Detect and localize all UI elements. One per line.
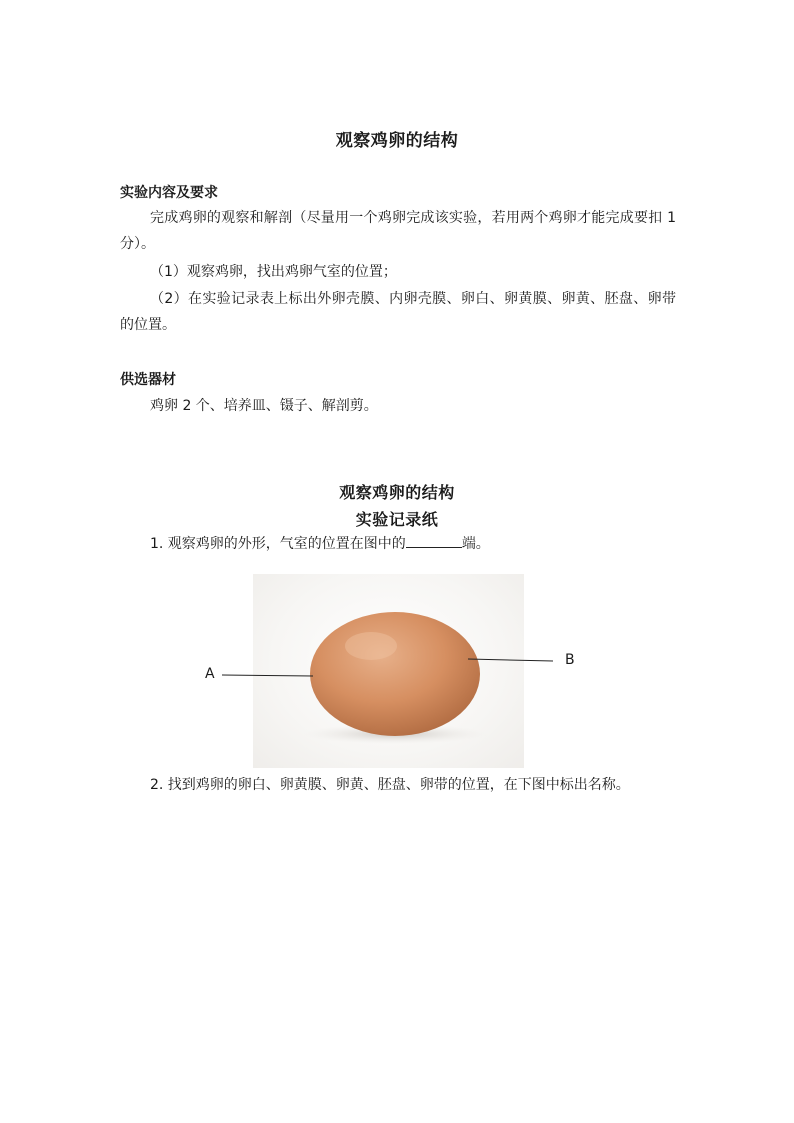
question-1-end: 端。 (461, 536, 490, 552)
page-title: 观察鸡卵的结构 (335, 131, 459, 151)
question-2: 2. 找到鸡卵的卵白、卵黄膜、卵黄、胚盘、卵带的位置，在下图中标出名称。 (150, 777, 630, 793)
requirement-item-2: （2）在实验记录表上标出外卵壳膜、内卵壳膜、卵白、卵黄膜、卵黄、胚盘、卵带的位置。 (120, 291, 676, 333)
materials-heading: 供选器材 (120, 372, 176, 388)
record-subtitle: 实验记录纸 (355, 510, 439, 529)
label-b-line (468, 659, 553, 661)
requirements-intro: 完成鸡卵的观察和解剖（尽量用一个鸡卵完成该实验，若用两个鸡卵才能完成要扣 1 分）。 (120, 210, 676, 252)
question-1-text: 1. 观察鸡卵的外形，气室的位置在图中的 (150, 536, 406, 552)
materials-list: 鸡卵 2 个、培养皿、镊子、解剖剪。 (150, 398, 378, 414)
label-a: A (205, 666, 215, 682)
requirements-heading: 实验内容及要求 (120, 185, 218, 201)
label-a-line (222, 675, 313, 676)
requirement-item-1: （1）观察鸡卵，找出鸡卵气室的位置； (150, 264, 397, 280)
label-b: B (565, 652, 575, 668)
record-title: 观察鸡卵的结构 (339, 483, 455, 502)
